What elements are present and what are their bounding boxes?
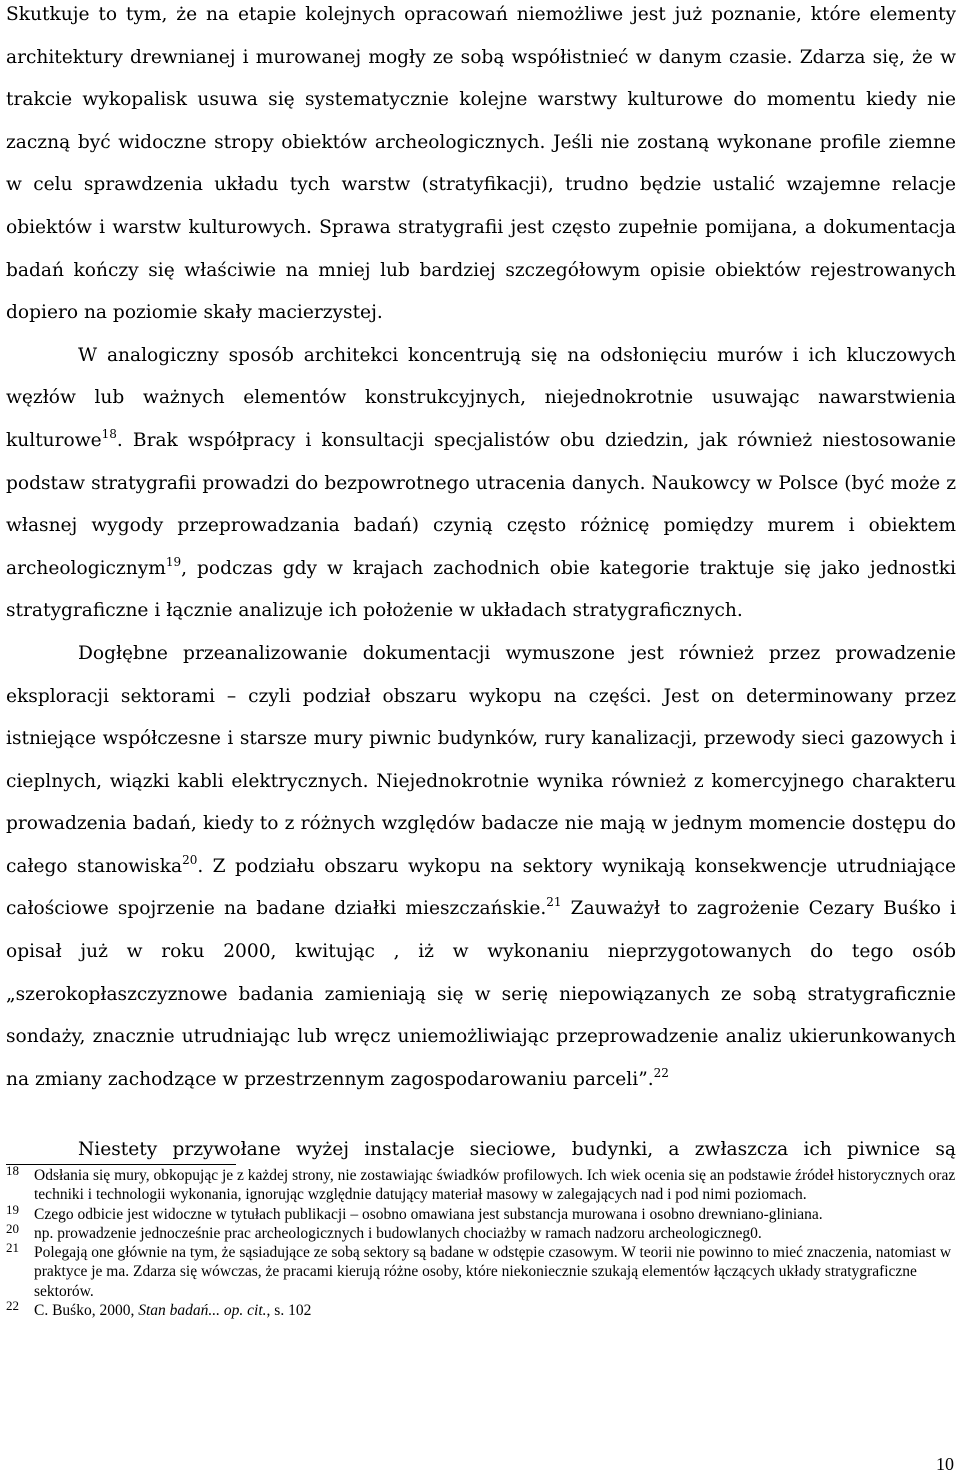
paragraph-text: W analogiczny sposób architekci koncentrują się na odsłonięciu murów i ich kluczowych węzłów lub ważnych elementów konstrukcyjnych, niejednokrotnie usuwając nawarstwienia kulturowe: [6, 344, 956, 451]
footnote-text: np. prowadzenie jednocześnie prac archeologicznych i budowlanych chociażby w ramach nadzoru archeologiczneg0.: [34, 1224, 762, 1242]
paragraph: [6, 335, 956, 633]
footnote-22: [6, 1298, 956, 1320]
paragraph-text: , podczas gdy w krajach zachodnich obie kategorie traktuje się jako jednostki stratygraficzne i łącznie analizuje ich położenie w układach stratygraficznych.: [6, 557, 956, 622]
footnote-number: 18: [6, 1163, 19, 1178]
footnote-list: [6, 1163, 956, 1301]
footnote-text: Czego odbicie jest widoczne w tytułach publikacji – osobno omawiana jest substancja murowana i osobno drewniano-gliniana.: [34, 1205, 823, 1223]
paragraph: [6, 0, 956, 335]
footnotes: [6, 1163, 956, 1320]
paragraph-text: Skutkuje to tym, że na etapie kolejnych opracowań niemożliwe jest już poznanie, które elementy architektury drewnianej i murowanej mogły ze sobą współistnieć w danym czasie. Zdarza się, że w trakcie wykopalisk usuwa się systematycznie kolejne warstwy kulturowe do momentu kiedy nie zaczną być widoczne stropy obiektów archeologicznych. Jeśli nie zostaną wykonane profile ziemne w celu sprawdzenia układu tych warstw (stratyfikacji), trudno będzie ustalić wzajemne relacje obiektów i warstw kulturowych. Sprawa stratygrafii jest często zupełnie pomijana, a dokumentacja badań kończy się właściwie na mniej lub bardziej szczegółowym opisie obiektów rejestrowanych dopiero na poziomie skały macierzystej.: [6, 4, 956, 324]
paragraph-text: Zauważył to zagrożenie Cezary Buśko i opisał już w roku 2000, kwitując , iż w wykonaniu nieprzygotowanych do tego osób „szerokopłaszczyznowe badania zamieniają się w serię niepowiązanych ze sobą stratygraficznie sondaży, znacznie utrudniając lub wręcz uniemożliwiając przeprowadzenie analiz ukierunkowanych na zmiany zachodzące w przestrzennym zagospodarowaniu parceli”.: [6, 898, 956, 1090]
footnote-text-before: C. Buśko, 2000,: [34, 1302, 139, 1320]
footnote-number: 22: [6, 1298, 19, 1314]
paragraph-text: Dogłębne przeanalizowanie dokumentacji wymuszone jest również przez prowadzenie eksploracji sektorami – czyli podział obszaru wykopu na części. Jest on determinowany przez istniejące współczesne i starsze mury piwnic budynków, rury kanalizacji, przewody sieci gazowych i cieplnych, wiązki kabli elektrycznych. Niejednokrotnie wynika również z komercyjnego charakteru prowadzenia badań, kiedy to z różnych względów badacze nie mają w jednym momencie dostępu do całego stanowiska: [6, 642, 956, 877]
footnote: [6, 1201, 956, 1224]
footnote-number: 20: [6, 1220, 19, 1236]
paragraph: [6, 633, 956, 1102]
footnote-reference: 20: [182, 852, 198, 867]
body-text: [6, 0, 956, 1101]
footnote-reference: 18: [101, 426, 117, 441]
footnote: [6, 1220, 956, 1243]
footnote-text-after: , s. 102: [266, 1302, 312, 1320]
footnote-number: 19: [6, 1201, 19, 1217]
paragraph-text: . Brak współpracy i konsultacji specjalistów obu dziedzin, jak również niestosowanie podstaw stratygrafii prowadzi do bezpowrotnego utracenia danych. Naukowcy w Polsce (być może z własnej wygody przeprowadzania badań) czynią często różnicę pomiędzy murem i obiektem archeologicznym: [6, 429, 956, 579]
footnote-number: 21: [6, 1240, 19, 1256]
footnote-reference: 22: [653, 1065, 669, 1080]
footnote: [6, 1163, 956, 1205]
footnote-italic-title: Stan badań... op. cit.: [138, 1302, 267, 1320]
footnote-reference: 21: [546, 895, 562, 910]
paragraph-text: . Z podziału obszaru wykopu na sektory wynikają konsekwencje utrudniające całościowe spojrzenie na badane działki mieszczańskie.: [6, 855, 956, 920]
footnote-text: Odsłania się mury, obkopując je z każdej strony, nie zostawiając świadków profilowych. Ich wiek ocenia się an podstawie źródeł historycznych oraz techniki i technologii wykonania, ignorując względnie datujący materiał masowy w zalegających nad i pod nimi poziomach.: [34, 1167, 956, 1204]
cut-off-paragraph-line: Niestety przywołane wyżej instalacje sieciowe, budynki, a zwłaszcza ich piwnice są: [78, 1139, 956, 1160]
footnote: [6, 1240, 956, 1301]
footnote-separator: [6, 1164, 236, 1165]
footnote-text: Polegają one głównie na tym, że sąsiadujące ze sobą sektory są badane w odstępie czasowym. W teorii nie powinno to mieć znaczenia, natomiast w praktyce je ma. Zdarza się wówczas, że pracami kierują różne osoby, które niekoniecznie szukają elementów łączących układy stratygraficzne sektorów.: [34, 1244, 952, 1300]
footnote-reference: 19: [165, 554, 182, 569]
page-number: 10: [936, 1454, 954, 1474]
